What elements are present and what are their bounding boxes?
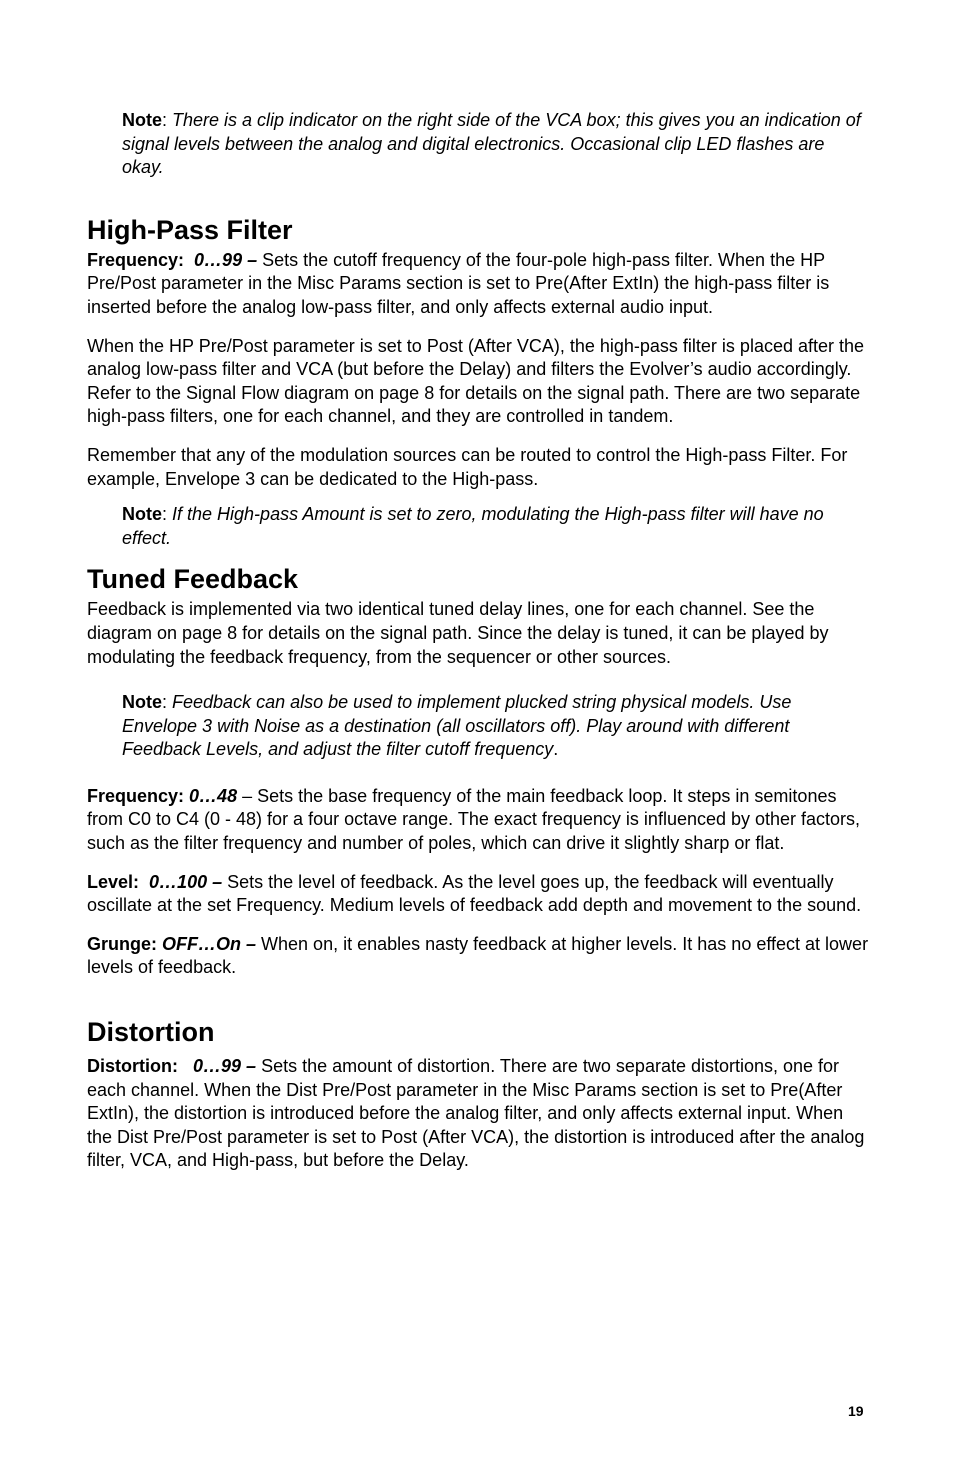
param-description: – Sets the base frequency of the main feedback loop. It steps in semitones from C0 to C4 (0 - 48) for a four octave range. The exact frequency is influenced by other factors, such as the filter frequency and number of poles, which can drive it slightly sharp or flat. bbox=[87, 785, 861, 854]
param-range: OFF…On – bbox=[162, 933, 257, 954]
note-clip-indicator: Note: There is a clip indicator on the right side of the VCA box; this gives you an indication of signal levels between the analog and digital electronics. Occasional clip LED flashes are okay. bbox=[122, 110, 861, 178]
param-label: Frequency: bbox=[87, 785, 185, 806]
page-number: 19 bbox=[848, 1403, 864, 1419]
page-content bbox=[87, 109, 869, 1173]
param-label: Frequency: bbox=[87, 249, 185, 270]
hpf-paragraph-post: When the HP Pre/Post parameter is set to Post (After VCA), the high-pass filter is placed after the analog low-pass filter and VCA (but before the Delay) and filters the Evolver’s audio accordingly. Refer to the Signal Flow diagram on page 8 for details on the signal path. There are two separate high-pass filters, one for each channel, and they are controlled in tandem. bbox=[87, 335, 865, 427]
param-label: Level: bbox=[87, 871, 140, 892]
tuned-feedback-intro: Feedback is implemented via two identical tuned delay lines, one for each channel. See the diagram on page 8 for details on the signal path. Since the delay is tuned, it can be played by modulating the feedback frequency, from the sequencer or other sources. bbox=[87, 599, 829, 667]
note-period: . bbox=[553, 739, 559, 760]
hpf-frequency-param bbox=[87, 249, 869, 320]
param-description: When on, it enables nasty feedback at higher levels. It has no effect at lower levels of feedback. bbox=[87, 933, 869, 978]
note-label: Note bbox=[122, 110, 162, 130]
distortion-param bbox=[87, 1055, 869, 1173]
param-label: Grunge: bbox=[87, 933, 157, 954]
param-description: Sets the amount of distortion. There are two separate distortions, one for each channel. When the Dist Pre/Post parameter in the Misc Params section is set to Pre(After ExtIn), the distortion is introduced before the analog filter, and only affects external input. When the Dist Pre/Post parameter is set to Post (After VCA), the distortion is introduced after the analog filter, VCA, and High-pass, but before the Delay. bbox=[87, 1056, 865, 1171]
param-label: Distortion: bbox=[87, 1056, 178, 1077]
param-description: Sets the level of feedback. As the level goes up, the feedback will eventually oscillate at the set Frequency. Medium levels of feedback add depth and movement to the sound. bbox=[87, 871, 862, 916]
tuned-grunge-param bbox=[87, 933, 869, 980]
param-range: 0…99 – bbox=[193, 1056, 257, 1077]
param-description: Sets the cutoff frequency of the four-pole high-pass filter. When the HP Pre/Post parameter in the Misc Params section is set to Pre(After ExtIn) the high-pass filter is inserted before the analog low-pass filter, and only affects external audio input. bbox=[87, 249, 830, 317]
heading-distortion: Distortion bbox=[87, 1017, 215, 1048]
tuned-level-param bbox=[87, 871, 869, 918]
tuned-frequency-param bbox=[87, 785, 869, 856]
note-text: There is a clip indicator on the right side of the VCA box; this gives you an indication of signal levels between the analog and digital electronics. Occasional clip LED flashes are okay. bbox=[122, 110, 861, 178]
param-range: 0…100 – bbox=[149, 871, 223, 892]
heading-high-pass-filter: High-Pass Filter bbox=[87, 214, 293, 245]
note-text: Feedback can also be used to implement plucked string physical models. Use Envelope 3 with Noise as a destination (all oscillators off). Play around with different Feedback Levels, and adjust the filter cutoff frequency bbox=[122, 692, 792, 760]
param-range: 0…48 bbox=[189, 785, 238, 806]
note-label: Note bbox=[122, 692, 162, 713]
heading-tuned-feedback: Tuned Feedback bbox=[87, 564, 299, 595]
note-text: If the High-pass Amount is set to zero, modulating the High-pass filter will have no effect. bbox=[122, 504, 824, 548]
note-label: Note bbox=[122, 504, 162, 525]
note-high-pass-amount: Note: If the High-pass Amount is set to zero, modulating the High-pass filter will have no effect. bbox=[122, 504, 824, 548]
param-range: 0…99 – bbox=[194, 249, 258, 270]
hpf-paragraph-modulation: Remember that any of the modulation sources can be routed to control the High-pass Filter. For example, Envelope 3 can be dedicated to the High-pass. bbox=[87, 444, 848, 489]
note-plucked-string: Note: Feedback can also be used to implement plucked string physical models. Use Envelope 3 with Noise as a destination (all oscillators off). Play around with different Feedback Levels, and adjust the filter cutoff frequency. bbox=[122, 692, 792, 760]
